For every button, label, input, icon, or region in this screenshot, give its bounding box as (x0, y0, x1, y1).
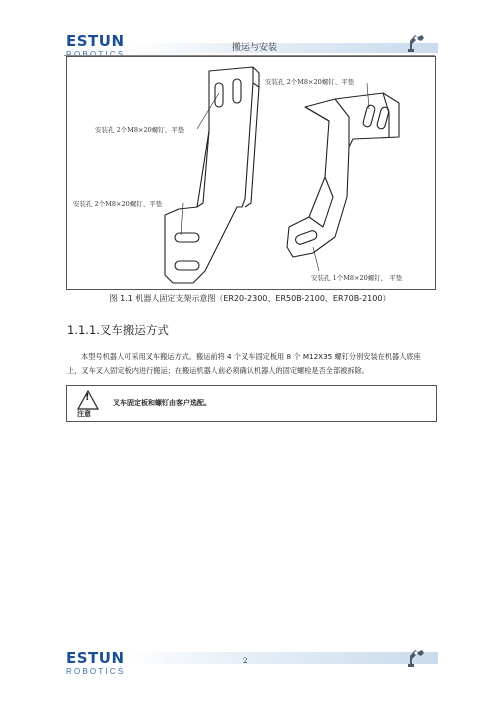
logo-main-text: ESTUN (66, 32, 125, 50)
footer-robot-arm-icon (404, 647, 430, 669)
header-title: 搬运与安装 (232, 43, 278, 53)
right-bracket-edge-4 (309, 177, 333, 227)
callout-left-lower: 安装孔 2个M8×20螺钉、平垫 (73, 200, 163, 208)
left-bracket-edge-3 (253, 83, 259, 87)
leader-top-right (367, 83, 369, 109)
note-text: 叉车固定板和螺钉由客户选配。 (113, 399, 211, 407)
section-heading: 1.1.1.叉车搬运方式 (67, 323, 169, 337)
right-bracket-edge-1 (305, 107, 329, 121)
leader-left-lower (181, 203, 183, 235)
left-slot-lower-2 (175, 261, 199, 270)
footer-gradient-band (128, 652, 438, 664)
section-body-paragraph: 本型号机器人可采用叉车搬运方式。搬运前将 4 个叉车固定板用 8 个 M12X35 螺钉分别安装在机器人底座上，叉车叉入固定板内进行搬运；在搬运机器人前必须确认机器人的固定螺栓是否全部被拆除。 (67, 352, 421, 375)
callout-top-right: 安装孔 2个M8×20螺钉、平垫 (265, 78, 355, 86)
note-label: 注意 (77, 410, 91, 418)
warning-icon-glyph: ! (85, 392, 90, 403)
bracket-drawing (67, 57, 437, 291)
left-slot-upper-1 (215, 83, 223, 107)
left-slot-upper-2 (233, 79, 241, 103)
header-gradient-band (128, 43, 438, 53)
left-bracket-edge-1 (245, 67, 259, 207)
callout-left-upper: 安装孔 2个M8×20螺钉、平垫 (95, 126, 185, 134)
caution-note (66, 385, 437, 422)
bracket-figure (66, 56, 436, 290)
footer-logo-main-text: ESTUN (66, 649, 125, 667)
left-slot-lower-1 (175, 233, 199, 242)
figure-caption: 图 1.1 机器人固定支架示意图（ER20-2300、ER50B-2100、ER70B-2100） (109, 294, 391, 303)
page-header (0, 0, 500, 58)
page-number: 2 (243, 657, 248, 665)
leader-left-upper (197, 93, 219, 129)
page-footer (0, 645, 500, 707)
right-bracket-outline (287, 93, 399, 257)
right-slot-lower (294, 229, 318, 245)
footer-estun-logo (66, 651, 126, 676)
footer-logo-sub-text: ROBOTICS (66, 667, 126, 676)
callout-bottom-right: 安装孔 1个M8×20螺钉， 平垫 (311, 274, 403, 282)
right-bracket-edge-3 (335, 99, 349, 147)
left-bracket-outline (165, 67, 253, 283)
robot-arm-icon (404, 32, 430, 54)
